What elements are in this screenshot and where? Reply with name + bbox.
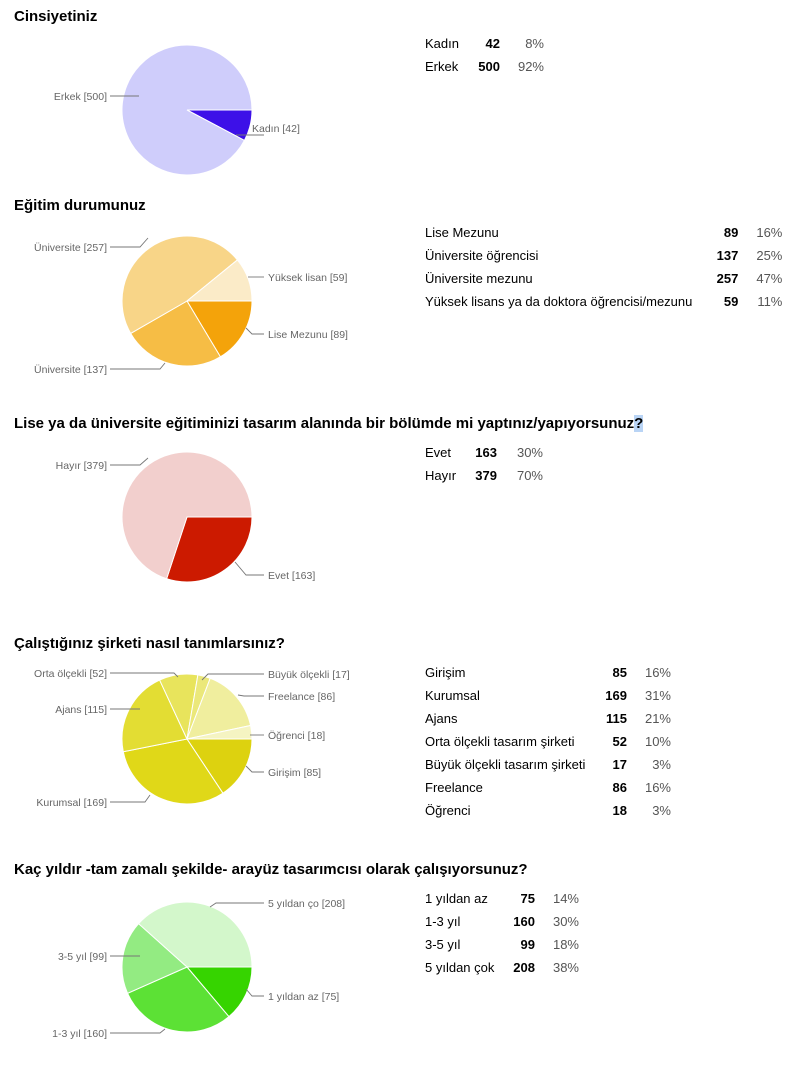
- answer-count: 169: [605, 688, 627, 703]
- survey-section-design-education: [0, 415, 800, 595]
- answer-label: Yüksek lisans ya da doktora öğrencisi/mezunu: [425, 294, 693, 309]
- pie-chart-gender: [0, 8, 800, 188]
- answer-percent: 31%: [644, 688, 671, 703]
- answer-count: 115: [606, 711, 627, 726]
- slice-label: Erkek [500]: [53, 91, 107, 103]
- answer-percent: 8%: [525, 36, 544, 51]
- answer-percent: 18%: [552, 937, 579, 952]
- answer-count: 59: [723, 294, 739, 309]
- pie-chart-design-education: [0, 415, 800, 595]
- slice-label: Üniversite [257]: [34, 242, 107, 254]
- answer-percent: 16%: [756, 225, 783, 240]
- table-row: [425, 441, 543, 464]
- slice-leader-line: [110, 458, 148, 465]
- table-row: [425, 684, 671, 707]
- question-title: Kaç yıldır -tam zamalı şekilde- arayüz tasarımcısı olarak çalışıyorsunuz?: [14, 861, 528, 878]
- table-row: [425, 730, 671, 753]
- answer-label: Freelance: [425, 780, 483, 795]
- answer-label: Büyük ölçekli tasarım şirketi: [425, 757, 586, 772]
- answer-percent: 70%: [516, 468, 543, 483]
- survey-section-experience: [0, 861, 800, 1051]
- answer-label: Kurumsal: [425, 688, 480, 703]
- table-row: [425, 887, 579, 910]
- table-row: [425, 776, 671, 799]
- slice-leader-line: [110, 363, 165, 369]
- slice-leader-line: [238, 695, 264, 696]
- answer-label: 3-5 yıl: [425, 937, 461, 952]
- table-row: [425, 753, 671, 776]
- slice-leader-line: [110, 795, 150, 802]
- table-row: [425, 267, 782, 290]
- answer-count: 160: [513, 914, 535, 929]
- question-title: Eğitim durumunuz: [14, 197, 146, 214]
- response-summary-table: [425, 661, 671, 822]
- survey-section-gender: [0, 8, 800, 188]
- answer-percent: 92%: [517, 59, 544, 74]
- answer-count: 86: [612, 780, 627, 795]
- pie-slice: [122, 45, 252, 175]
- answer-count: 85: [612, 665, 627, 680]
- pie-chart-company-type: [0, 635, 800, 835]
- answer-label: 5 yıldan çok: [425, 960, 495, 975]
- table-row: [425, 290, 782, 313]
- table-row: [425, 55, 544, 78]
- answer-count: 208: [513, 960, 535, 975]
- table-row: [425, 933, 579, 956]
- question-title: Çalıştığınız şirketi nasıl tanımlarsınız?: [14, 635, 285, 652]
- answer-percent: 16%: [644, 780, 671, 795]
- slice-label: Girişim [85]: [268, 767, 322, 779]
- answer-label: Lise Mezunu: [425, 225, 499, 240]
- answer-count: 52: [612, 734, 627, 749]
- answer-label: Hayır: [425, 468, 457, 483]
- slice-label: Orta ölçekli [52]: [34, 668, 107, 680]
- slice-label: Evet [163]: [268, 570, 316, 582]
- answer-label: Kadın: [425, 36, 459, 51]
- answer-count: 500: [478, 59, 500, 74]
- answer-label: Orta ölçekli tasarım şirketi: [425, 734, 575, 749]
- answer-label: Girişim: [425, 665, 466, 680]
- slice-label: Yüksek lisan [59]: [268, 272, 348, 284]
- answer-label: Erkek: [425, 59, 459, 74]
- response-summary-table: [425, 887, 579, 979]
- answer-count: 379: [475, 468, 497, 483]
- slice-label: Büyük ölçekli [17]: [268, 669, 350, 681]
- answer-label: Öğrenci: [425, 803, 471, 818]
- answer-percent: 21%: [644, 711, 671, 726]
- table-row: [425, 661, 671, 684]
- answer-percent: 10%: [644, 734, 671, 749]
- answer-label: Üniversite öğrencisi: [425, 248, 539, 263]
- answer-count: 18: [612, 803, 627, 818]
- response-summary-table: [425, 441, 543, 487]
- answer-count: 89: [723, 225, 739, 240]
- table-row: [425, 956, 579, 979]
- answer-count: 257: [716, 271, 739, 286]
- answer-count: 163: [475, 445, 497, 460]
- slice-leader-line: [246, 989, 264, 996]
- slice-label: 1 yıldan az [75]: [268, 991, 340, 1003]
- answer-percent: 47%: [756, 271, 783, 286]
- slice-label: Öğrenci [18]: [268, 730, 326, 742]
- answer-percent: 30%: [516, 445, 543, 460]
- survey-section-education: [0, 197, 800, 387]
- response-summary-table: [425, 32, 544, 78]
- answer-percent: 38%: [552, 960, 579, 975]
- answer-label: Ajans: [425, 711, 458, 726]
- answer-percent: 25%: [756, 248, 783, 263]
- answer-percent: 30%: [552, 914, 579, 929]
- answer-percent: 14%: [552, 891, 579, 906]
- slice-label: 1-3 yıl [160]: [52, 1028, 107, 1040]
- slice-label: Ajans [115]: [55, 704, 107, 716]
- slice-label: Freelance [86]: [268, 691, 336, 703]
- answer-count: 75: [520, 891, 535, 906]
- table-row: [425, 707, 671, 730]
- answer-label: Üniversite mezunu: [425, 271, 533, 286]
- table-row: [425, 244, 782, 267]
- answer-count: 17: [612, 757, 627, 772]
- slice-leader-line: [110, 1029, 165, 1033]
- question-title-selection: ?: [634, 415, 644, 432]
- slice-label: Kadın [42]: [252, 123, 300, 135]
- answer-count: 42: [485, 36, 500, 51]
- slice-leader-line: [210, 903, 264, 907]
- question-title-text: Lise ya da üniversite eğitiminizi tasarım alanında bir bölümde mi yaptınız/yapıyorsunuz: [14, 415, 635, 432]
- answer-percent: 16%: [644, 665, 671, 680]
- slice-leader-line: [235, 562, 264, 575]
- table-row: [425, 799, 671, 822]
- answer-count: 99: [520, 937, 535, 952]
- slice-label: 5 yıldan ço [208]: [268, 898, 346, 910]
- slice-leader-line: [110, 238, 148, 247]
- answer-percent: 3%: [652, 803, 671, 818]
- question-title: Cinsiyetiniz: [14, 8, 98, 25]
- table-row: [425, 32, 544, 55]
- table-row: [425, 221, 782, 244]
- answer-count: 137: [716, 248, 739, 263]
- survey-section-company-type: [0, 635, 800, 835]
- slice-leader-line: [246, 766, 264, 772]
- pie-chart-experience: [0, 861, 800, 1051]
- slice-label: Hayır [379]: [55, 460, 107, 472]
- response-summary-table: [425, 221, 782, 313]
- table-row: [425, 910, 579, 933]
- slice-label: Üniversite [137]: [34, 364, 107, 376]
- slice-label: Kurumsal [169]: [36, 797, 107, 809]
- answer-percent: 3%: [652, 757, 671, 772]
- slice-leader-line: [246, 328, 264, 334]
- answer-label: 1-3 yıl: [425, 914, 461, 929]
- answer-label: 1 yıldan az: [425, 891, 488, 906]
- answer-label: Evet: [425, 445, 452, 460]
- slice-label: 3-5 yıl [99]: [57, 951, 107, 963]
- table-row: [425, 464, 543, 487]
- slice-label: Lise Mezunu [89]: [268, 329, 348, 341]
- answer-percent: 11%: [757, 294, 783, 309]
